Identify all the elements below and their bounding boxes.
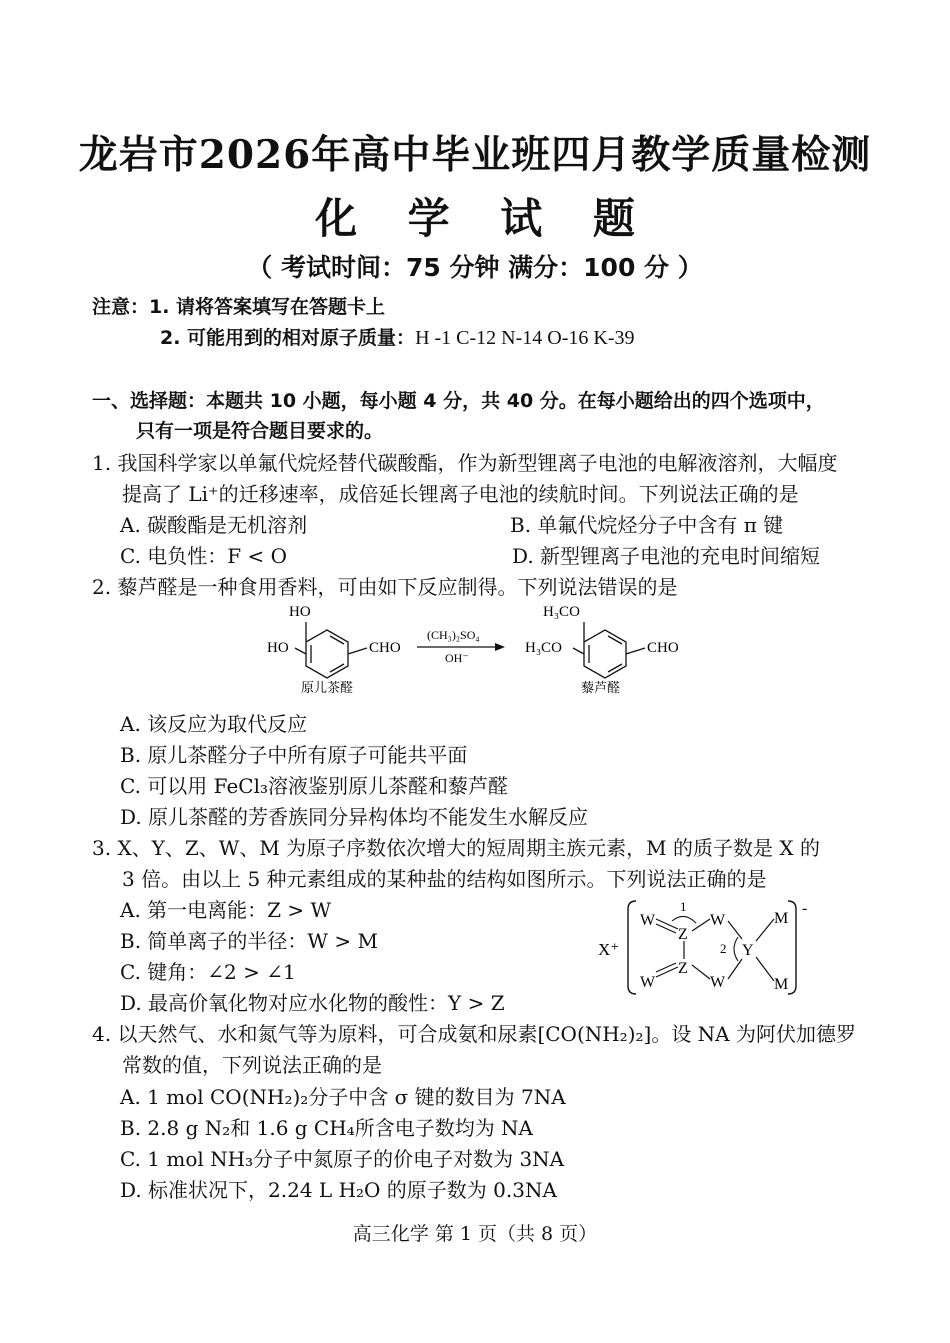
q2-option-a: A. 该反应为取代反应 [120, 712, 308, 736]
atom-z-top: Z [678, 926, 688, 943]
q1-option-b: B. 单氟代烷烃分子中含有 π 键 [510, 513, 784, 537]
q4-stem-line-2: 常数的值，下列说法正确的是 [122, 1053, 382, 1077]
cation-label: X⁺ [598, 940, 620, 959]
product-cho: CHO [647, 640, 679, 656]
q4-stem-line-1: 4. 以天然气、水和氮气等为原料，可合成氨和尿素[CO(NH₂)₂]。设 NA 为阿伏加德罗 [92, 1022, 856, 1046]
subject-title: 化 学 试 题 [315, 194, 653, 243]
q1-option-d: D. 新型锂离子电池的充电时间缩短 [512, 544, 821, 568]
angle-2-label: 2 [720, 941, 727, 956]
reactant-oh-left: HO [267, 640, 289, 656]
q1-option-c: C. 电负性：F < O [120, 544, 288, 568]
q2-stem: 2. 藜芦醛是一种食用香料，可由如下反应制得。下列说法错误的是 [92, 575, 678, 599]
q4-option-d: D. 标准状况下，2.24 L H₂O 的原子数为 0.3NA [120, 1178, 557, 1202]
q2-option-d: D. 原儿茶醛的芳香族同分异构体均不能发生水解反应 [120, 805, 589, 829]
q1-option-a: A. 碳酸酯是无机溶剂 [120, 513, 308, 537]
page-footer: 高三化学 第 1 页（共 8 页） [352, 1223, 598, 1245]
reagent-top: (CH₃)₂SO₄ [427, 628, 480, 642]
product-ome-left: H₃CO [525, 640, 562, 656]
q2-option-c: C. 可以用 FeCl₃溶液鉴别原儿茶醛和藜芦醛 [120, 774, 508, 798]
reactant-oh-top: HO [289, 604, 311, 620]
q3-option-b: B. 简单离子的半径：W > M [120, 929, 378, 953]
reactant-name: 原儿茶醛 [301, 680, 354, 695]
q3-option-c: C. 键角：∠2 > ∠1 [120, 960, 296, 984]
atom-y: Y [742, 942, 754, 959]
salt-structure-diagram [592, 895, 822, 1000]
section-heading-line-1: 一、选择题：本题共 10 小题，每小题 4 分，共 40 分。在每小题给出的四个选项中， [92, 390, 825, 412]
reagent-bottom: OH⁻ [445, 651, 469, 665]
atom-w-bottom-left: W [640, 974, 656, 991]
note-line-1: 注意：1. 请将答案填写在答题卡上 [92, 296, 386, 318]
note-line-2-label: 2. 可能用到的相对原子质量： [160, 327, 416, 349]
angle-1-arc [672, 916, 696, 923]
product-ome-top: H₃CO [543, 604, 580, 620]
q2-option-b: B. 原儿茶醛分子中所有原子可能共平面 [120, 743, 468, 767]
left-bracket [628, 901, 636, 994]
product-name: 藜芦醛 [581, 680, 621, 695]
q3-option-d: D. 最高价氧化物对应水化物的酸性：Y > Z [120, 991, 505, 1015]
charge-label: - [802, 900, 808, 917]
section-heading-line-2: 只有一项是符合题目要求的。 [136, 420, 384, 442]
q3-stem-line-2: 3 倍。由以上 5 种元素组成的某种盐的结构如图所示。下列说法正确的是 [122, 867, 767, 891]
q4-option-b: B. 2.8 g N₂和 1.6 g CH₄所含电子数均为 NA [120, 1116, 533, 1140]
q4-option-a: A. 1 mol CO(NH₂)₂分子中含 σ 键的数目为 7NA [120, 1085, 566, 1109]
reaction-scheme [255, 598, 695, 698]
atom-w-top-right: W [710, 912, 726, 929]
q3-option-a: A. 第一电离能：Z > W [120, 898, 332, 922]
angle-1-label: 1 [680, 899, 687, 914]
note-line-2 [160, 323, 634, 350]
reaction-arrow-icon [495, 643, 505, 651]
exam-info: （ 考试时间：75 分钟 满分：100 分 ） [247, 253, 703, 282]
q1-stem-line-2: 提高了 Li⁺的迁移速率，成倍延长锂离子电池的续航时间。下列说法正确的是 [122, 482, 799, 506]
page-title: 龙岩市2026年高中毕业班四月教学质量检测 [78, 132, 872, 178]
right-bracket [788, 901, 796, 994]
atom-w-bottom-right: W [710, 974, 726, 991]
atom-m-top: M [774, 910, 789, 927]
q4-option-c: C. 1 mol NH₃分子中氮原子的价电子对数为 3NA [120, 1147, 565, 1171]
q1-stem-line-1: 1. 我国科学家以单氟代烷烃替代碳酸酯，作为新型锂离子电池的电解液溶剂，大幅度 [92, 451, 838, 475]
angle-2-arc [734, 937, 738, 961]
q3-stem-line-1: 3. X、Y、Z、W、M 为原子序数依次增大的短周期主族元素，M 的质子数是 X 的 [92, 836, 820, 860]
reactant-cho: CHO [369, 640, 401, 656]
atom-m-bottom: M [774, 976, 789, 993]
atom-z-bottom: Z [678, 960, 688, 977]
atom-w-top-left: W [640, 912, 656, 929]
atomic-masses: H -1 C-12 N-14 O-16 K-39 [415, 327, 635, 349]
